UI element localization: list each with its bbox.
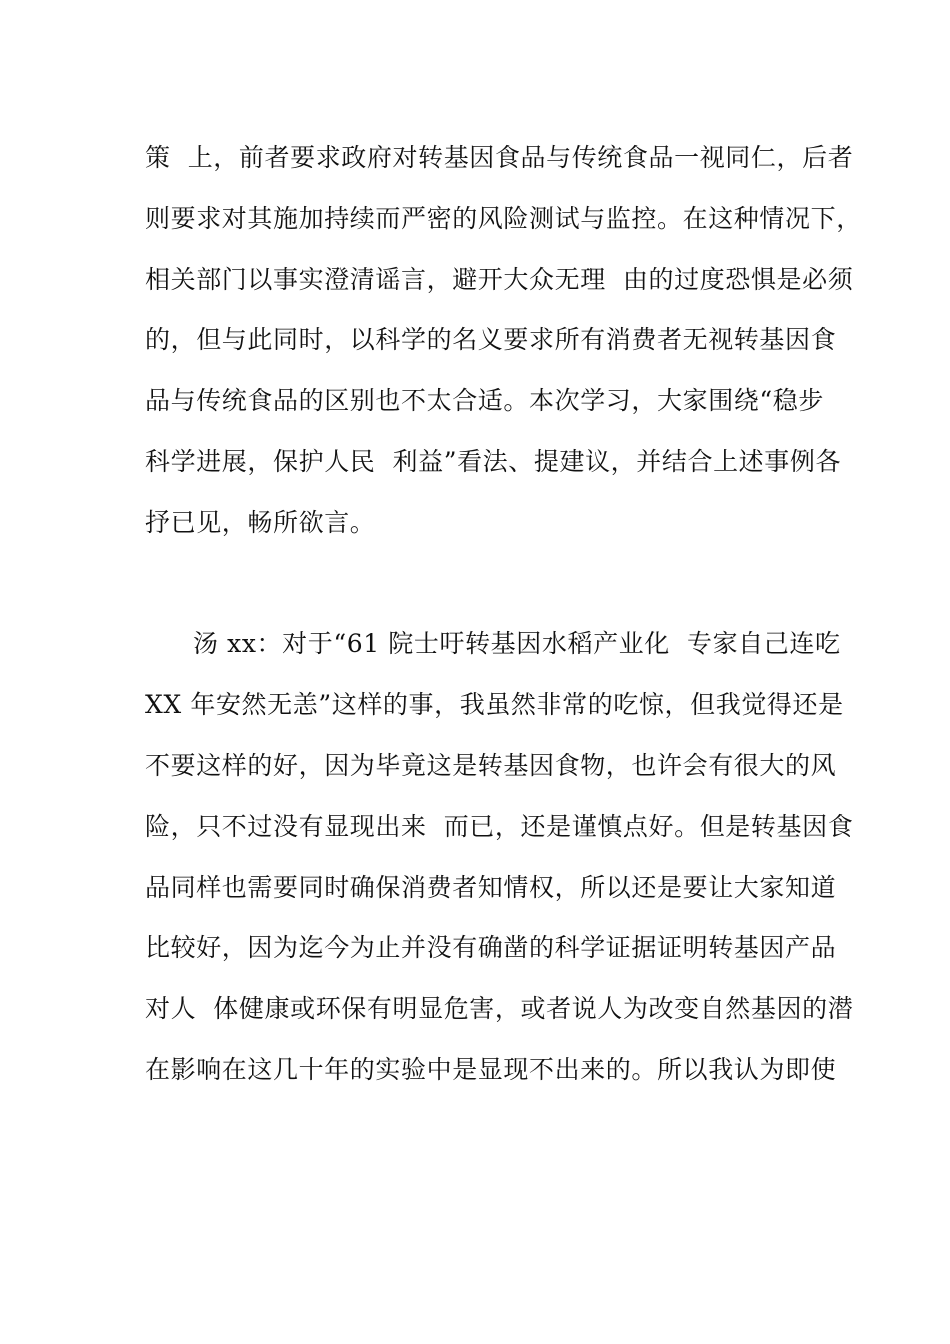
text-line: 汤 xx：对于“61 院士吁转基因水稻产业化 专家自己连吃 (193, 629, 841, 659)
text-body (145, 128, 862, 1101)
paragraph-2 (145, 614, 854, 1100)
paragraph-spacing (145, 554, 825, 615)
text-line: 对人 体健康或环保有明显危害，或者说人为改变自然基因的潜 (145, 994, 854, 1024)
paragraph-1 (145, 128, 862, 554)
text-line: 不要这样的好，因为毕竟这是转基因食物，也许会有很大的风 (145, 750, 837, 780)
text-line: 则要求对其施加持续而严密的风险测试与监控。在这种情况下， (145, 203, 862, 233)
text-line: 抒已见，畅所欲言。 (145, 507, 376, 537)
text-line: 险，只不过没有显现出来 而已，还是谨慎点好。但是转基因食 (145, 811, 854, 841)
text-line: XX 年安然无恙”这样的事，我虽然非常的吃惊，但我觉得还是 (145, 690, 844, 720)
text-line: 相关部门以事实澄清谣言，避开大众无理 由的过度恐惧是必须 (145, 264, 854, 294)
text-line: 在影响在这几十年的实验中是显现不出来的。所以我认为即使 (145, 1054, 837, 1084)
text-line: 品同样也需要同时确保消费者知情权，所以还是要让大家知道 (145, 872, 837, 902)
text-line: 的，但与此同时，以科学的名义要求所有消费者无视转基因食 (145, 325, 837, 355)
text-line: 比较好，因为迄今为止并没有确凿的科学证据证明转基因产品 (145, 933, 837, 963)
text-line: 策 上，前者要求政府对转基因食品与传统食品一视同仁，后者 (145, 143, 854, 172)
text-line: 品与传统食品的区别也不太合适。本次学习，大家围绕“稳步 (145, 386, 824, 416)
text-line: 科学进展，保护人民 利益”看法、提建议，并结合上述事例各 (145, 446, 842, 476)
